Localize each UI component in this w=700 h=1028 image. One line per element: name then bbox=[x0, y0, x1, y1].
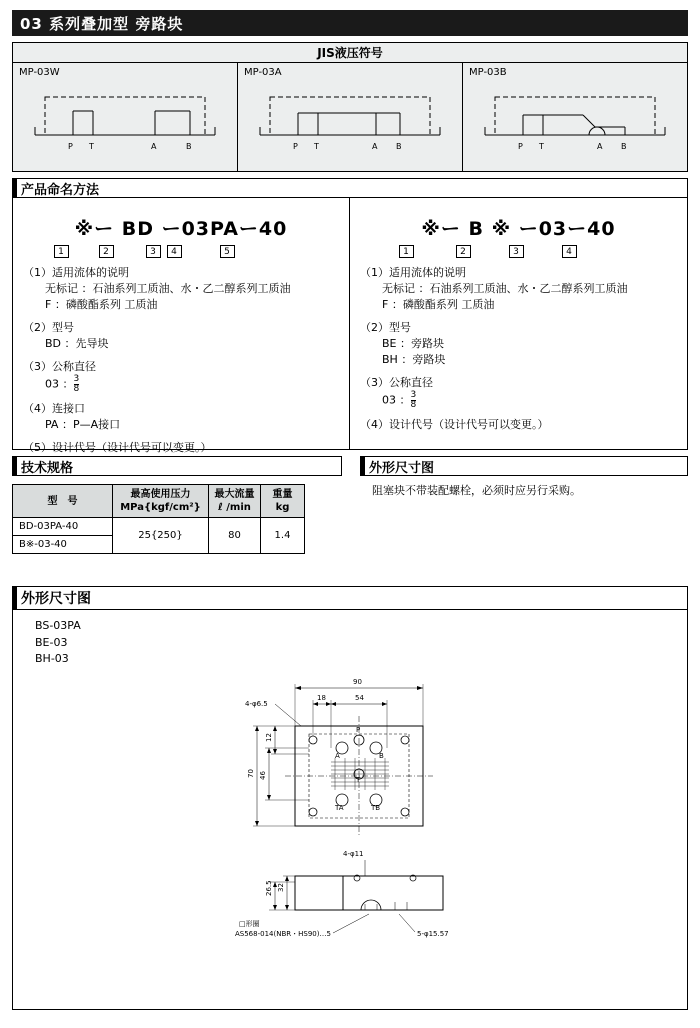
naming-item-head: （3）公称直径 bbox=[23, 359, 96, 373]
outline-model: BH-03 bbox=[35, 652, 69, 665]
naming-item-head: （2）型号 bbox=[23, 320, 74, 334]
naming-section-body bbox=[12, 198, 688, 454]
naming-num: 3 bbox=[146, 245, 161, 258]
svg-text:B: B bbox=[379, 752, 384, 760]
svg-text:TB: TB bbox=[371, 804, 381, 812]
outline-note-header: 外形尺寸图 bbox=[360, 456, 688, 476]
naming-item-line: BH ：旁路块 bbox=[382, 352, 446, 366]
naming-code-right: ※ー B ※ ー03ー40 bbox=[421, 218, 616, 240]
outline-drawing-area bbox=[13, 670, 687, 1000]
svg-text:T: T bbox=[356, 776, 361, 784]
svg-text:5-φ15.57: 5-φ15.57 bbox=[417, 930, 449, 938]
naming-item-line: F ：磷酸酯系列 工质油 bbox=[45, 297, 158, 311]
outline-section-body bbox=[12, 610, 688, 1010]
svg-text:A: A bbox=[597, 142, 603, 151]
jis-cell-label: MP-03W bbox=[19, 67, 60, 78]
svg-text:18: 18 bbox=[317, 694, 326, 702]
spec-cell-model: B※-03-40 bbox=[13, 536, 113, 554]
spec-cell-model: BD-03PA-40 bbox=[13, 518, 113, 536]
svg-text:90: 90 bbox=[353, 678, 362, 686]
svg-text:4-φ11: 4-φ11 bbox=[343, 850, 364, 858]
svg-text:□形圈: □形圈 bbox=[239, 920, 260, 928]
naming-item-head: （3）公称直径 bbox=[360, 375, 433, 389]
naming-num: 3 bbox=[509, 245, 524, 258]
naming-item-line: 03 ： 3 8 bbox=[382, 389, 417, 410]
svg-text:P: P bbox=[293, 142, 298, 151]
jis-cell-mp03w bbox=[13, 63, 238, 172]
naming-item-head: （4）连接口 bbox=[23, 401, 85, 415]
naming-item bbox=[23, 265, 339, 313]
naming-item-head: （1）适用流体的说明 bbox=[360, 266, 466, 279]
spec-col-pressure-line2: MPa{kgf/cm²} bbox=[120, 502, 201, 513]
naming-item-line: 无标记 ：石油系列工质油、水・乙二醇系列工质油 bbox=[382, 281, 628, 295]
naming-item bbox=[360, 265, 677, 313]
naming-code-left: ※ー BD ー03PAー40 bbox=[74, 218, 288, 240]
svg-text:4-φ6.5: 4-φ6.5 bbox=[245, 700, 268, 708]
outline-model: BS-03PA bbox=[35, 619, 81, 632]
naming-item bbox=[23, 440, 339, 456]
svg-text:P: P bbox=[518, 142, 523, 151]
jis-symbol-mp03w bbox=[13, 81, 237, 167]
spec-col-flow-line2: ℓ /min bbox=[218, 502, 251, 513]
spec-table-header-row bbox=[13, 485, 305, 518]
spec-cell-weight: 1.4 bbox=[261, 518, 305, 554]
naming-item bbox=[23, 359, 339, 394]
svg-text:B: B bbox=[396, 142, 402, 151]
jis-symbol-panel bbox=[12, 42, 688, 172]
jis-panel-title: JIS液压符号 bbox=[13, 43, 687, 63]
spec-col-flow-line1: 最大流量 bbox=[214, 489, 255, 500]
naming-item bbox=[360, 375, 677, 410]
svg-text:A: A bbox=[335, 752, 340, 760]
jis-cell-row bbox=[13, 63, 687, 172]
naming-item bbox=[23, 401, 339, 433]
spec-section-header: 技术规格 bbox=[12, 456, 342, 476]
naming-item-head: （4）设计代号（设计代号可以变更。） bbox=[360, 417, 549, 431]
svg-text:T: T bbox=[314, 142, 319, 151]
jis-cell-mp03b bbox=[463, 63, 687, 172]
svg-text:P: P bbox=[356, 726, 361, 734]
dimension-drawing bbox=[13, 670, 689, 1000]
svg-text:TA: TA bbox=[335, 804, 344, 812]
jis-symbol-mp03a bbox=[238, 81, 462, 167]
naming-item bbox=[360, 417, 677, 433]
naming-item-line: BD ：先导块 bbox=[45, 336, 109, 350]
outline-note-text: 阻塞块不带装配螺栓，必须时应另行采购。 bbox=[372, 484, 581, 497]
svg-text:46: 46 bbox=[259, 771, 267, 780]
spec-col-model: 型 号 bbox=[13, 485, 113, 518]
spec-col-weight-line2: kg bbox=[275, 502, 290, 513]
spec-col-flow bbox=[209, 485, 261, 518]
spec-col-pressure-line1: 最高使用压力 bbox=[130, 489, 191, 500]
svg-text:B: B bbox=[186, 142, 192, 151]
page-title: 03 系列叠加型 旁路块 bbox=[12, 10, 688, 36]
naming-number-row-right bbox=[360, 245, 677, 258]
svg-text:54: 54 bbox=[355, 694, 364, 702]
naming-num: 4 bbox=[167, 245, 182, 258]
naming-num: 1 bbox=[399, 245, 414, 258]
svg-text:AS568-014(NBR・HS90)…5: AS568-014(NBR・HS90)…5 bbox=[235, 930, 331, 938]
svg-text:12: 12 bbox=[265, 733, 273, 742]
outline-model: BE-03 bbox=[35, 635, 68, 649]
naming-item-head: （1）适用流体的说明 bbox=[23, 266, 129, 279]
svg-text:26.5: 26.5 bbox=[265, 880, 273, 896]
naming-item-line: 03 ： 3 8 bbox=[45, 373, 80, 394]
table-row bbox=[13, 518, 305, 536]
svg-text:T: T bbox=[89, 142, 94, 151]
jis-symbol-mp03b bbox=[463, 81, 687, 167]
svg-text:A: A bbox=[372, 142, 378, 151]
naming-column-left bbox=[13, 198, 350, 454]
naming-item-line: PA ：P—A接口 bbox=[45, 417, 121, 431]
naming-item-head: （5）设计代号（设计代号可以变更。） bbox=[23, 440, 212, 454]
spec-cell-pressure: 25{250} bbox=[113, 518, 209, 554]
svg-text:B: B bbox=[621, 142, 627, 151]
outline-section-header: 外形尺寸图 bbox=[12, 586, 688, 610]
svg-text:A: A bbox=[151, 142, 157, 151]
naming-number-row-left bbox=[23, 245, 339, 258]
naming-item bbox=[23, 320, 339, 352]
naming-item bbox=[360, 320, 677, 368]
svg-text:P: P bbox=[68, 142, 73, 151]
outline-model-list bbox=[35, 618, 81, 668]
spec-col-weight-line1: 重量 bbox=[272, 489, 293, 500]
naming-num: 1 bbox=[54, 245, 69, 258]
naming-section-header: 产品命名方法 bbox=[12, 178, 688, 198]
naming-item-head: （2）型号 bbox=[360, 320, 411, 334]
naming-column-right bbox=[350, 198, 687, 449]
naming-num: 5 bbox=[220, 245, 235, 258]
naming-item-line: 无标记 ：石油系列工质油、水・乙二醇系列工质油 bbox=[45, 281, 291, 295]
naming-item-line: F ：磷酸酯系列 工质油 bbox=[382, 297, 495, 311]
jis-cell-label: MP-03A bbox=[244, 67, 282, 78]
jis-cell-label: MP-03B bbox=[469, 67, 507, 78]
svg-text:T: T bbox=[539, 142, 544, 151]
jis-cell-mp03a bbox=[238, 63, 463, 172]
naming-num: 4 bbox=[562, 245, 577, 258]
spec-table bbox=[12, 484, 305, 554]
svg-text:32: 32 bbox=[277, 883, 285, 892]
naming-num: 2 bbox=[456, 245, 471, 258]
spec-col-weight bbox=[261, 485, 305, 518]
svg-text:70: 70 bbox=[247, 769, 255, 778]
naming-item-line: BE ：旁路块 bbox=[382, 336, 444, 350]
spec-col-pressure bbox=[113, 485, 209, 518]
spec-cell-flow: 80 bbox=[209, 518, 261, 554]
naming-num: 2 bbox=[99, 245, 114, 258]
